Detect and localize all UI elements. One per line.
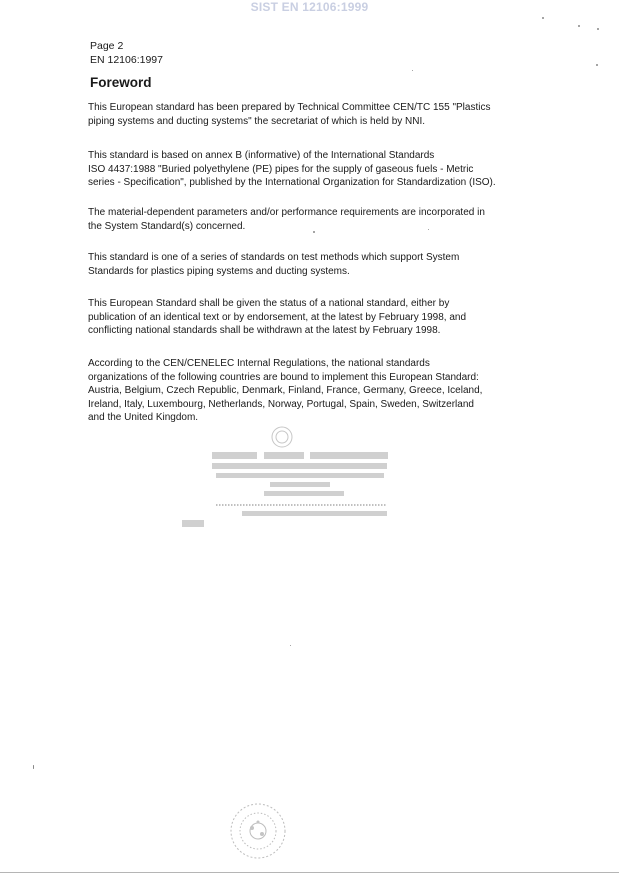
paragraph-line: This European Standard shall be given the status of a national standard, either by xyxy=(88,298,450,309)
paragraph-line: Ireland, Italy, Luxembourg, Netherlands, Norway, Portugal, Spain, Sweden, Switzerland xyxy=(88,398,474,410)
paragraph-4 xyxy=(88,251,528,278)
paragraph-line: This European standard has been prepared by Technical Committee CEN/TC 155 "Plastics xyxy=(88,102,491,113)
paragraph-line: series - Specification", published by the International Organization for Standardization (ISO). xyxy=(88,177,496,188)
standard-number: EN 12106:1997 xyxy=(90,54,163,66)
scan-speck xyxy=(597,28,599,30)
page-number: Page 2 xyxy=(90,40,124,52)
paragraph-line: publication of an identical text or by endorsement, at the latest by February 1998, and xyxy=(88,311,467,323)
paragraph-line: conflicting national standards shall be withdrawn at the latest by February 1998. xyxy=(88,325,441,336)
paragraph-2 xyxy=(88,149,528,190)
scan-speck xyxy=(578,25,580,27)
paragraph-line: piping systems and ducting systems" the secretariat of which is held by NNI. xyxy=(88,115,426,127)
paragraph-line: the System Standard(s) concerned. xyxy=(88,220,246,232)
scan-speck xyxy=(33,765,34,769)
paragraph-line: ISO 4437:1988 "Buried polyethylene (PE) pipes for the supply of gaseous fuels - Metric xyxy=(88,163,474,175)
watermark-text: SIST EN 12106:1999 xyxy=(250,0,369,14)
faded-stamp xyxy=(182,425,412,535)
paragraph-line: The material-dependent parameters and/or performance requirements are incorporated in xyxy=(88,207,485,218)
paragraph-6 xyxy=(88,357,528,425)
faded-seal xyxy=(228,800,288,862)
paragraph-line: This standard is one of a series of standards on test methods which support System xyxy=(88,252,460,263)
paragraph-1 xyxy=(88,101,528,128)
paragraph-line: Austria, Belgium, Czech Republic, Denmark, Finland, France, Germany, Greece, Iceland, xyxy=(88,385,483,396)
paragraph-line: This standard is based on annex B (informative) of the International Standards xyxy=(88,150,435,161)
scan-speck xyxy=(313,231,315,233)
paragraph-5 xyxy=(88,297,528,338)
scan-speck xyxy=(542,17,544,19)
paragraph-line: According to the CEN/CENELEC Internal Regulations, the national standards xyxy=(88,358,430,369)
scan-speck xyxy=(596,64,598,66)
paragraph-line: and the United Kingdom. xyxy=(88,412,199,423)
page-bottom-edge xyxy=(0,872,619,873)
scan-speck xyxy=(290,645,291,646)
paragraph-line: organizations of the following countries are bound to implement this European Standard: xyxy=(88,371,479,383)
scan-speck xyxy=(412,70,413,71)
paragraph-3 xyxy=(88,206,528,233)
scan-speck xyxy=(428,229,429,230)
paragraph-line: Standards for plastics piping systems and ducting systems. xyxy=(88,265,350,277)
foreword-heading: Foreword xyxy=(90,75,152,90)
